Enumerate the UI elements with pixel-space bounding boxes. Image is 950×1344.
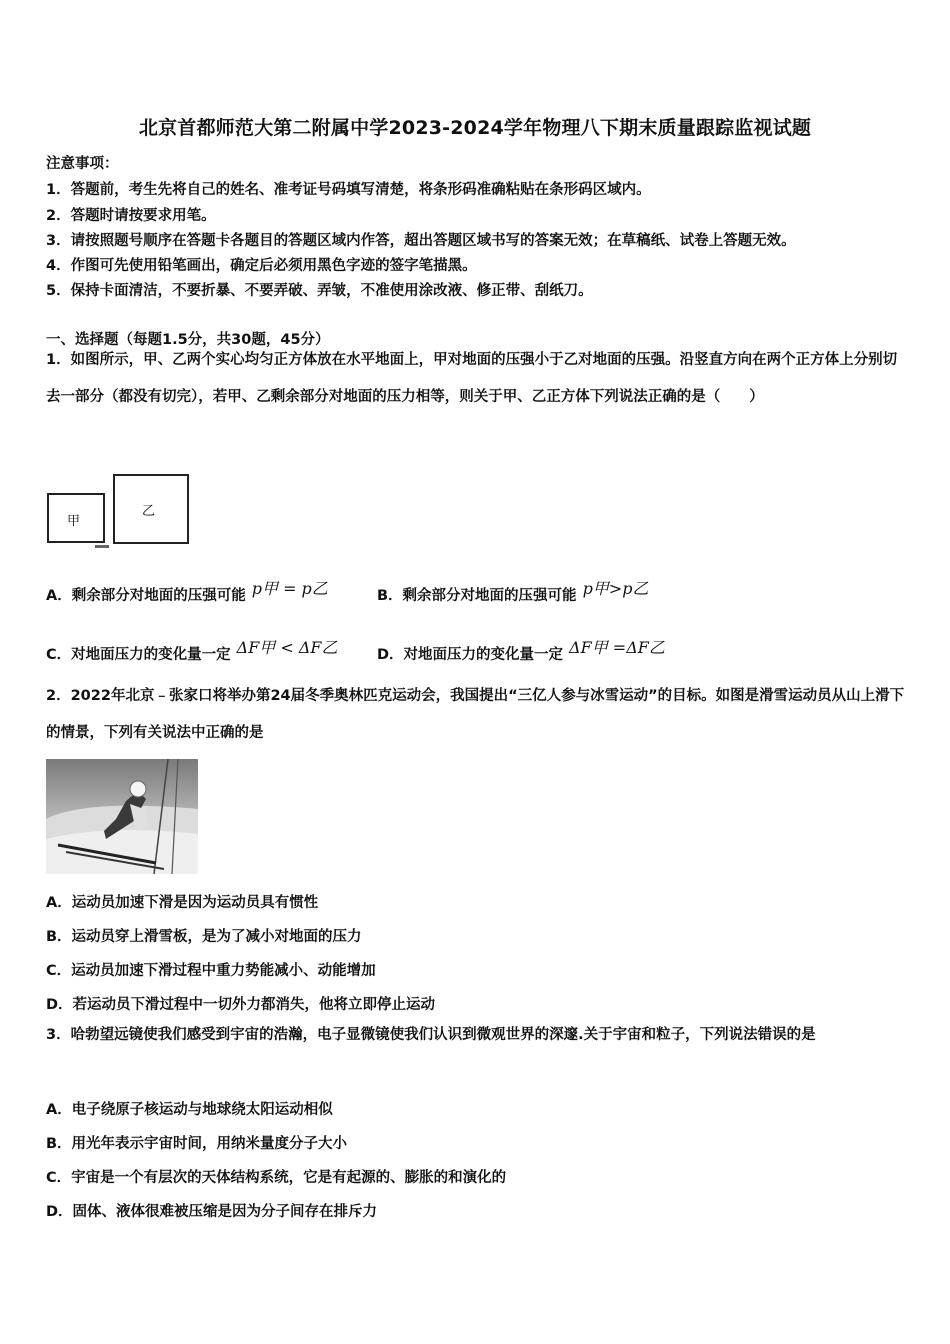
option-c-formula: ΔF甲 < ΔF乙	[236, 638, 338, 657]
option-a-label: A．剩余部分对地面的压强可能	[46, 588, 246, 604]
question-2-option-b: B．运动员穿上滑雪板，是为了减小对地面的压力	[46, 929, 362, 945]
question-3-option-b: B．用光年表示宇宙时间，用纳米量度分子大小	[46, 1136, 348, 1152]
cube-yi-label: 乙	[142, 504, 156, 519]
notice-item: 1．答题前，考生先将自己的姓名、准考证号码填写清楚，将条形码准确粘贴在条形码区域内。	[46, 182, 651, 198]
ground-mark	[95, 545, 109, 548]
question-2-option-c: C．运动员加速下滑过程中重力势能减小、动能增加	[46, 963, 376, 979]
option-b-label: B．剩余部分对地面的压强可能	[377, 588, 577, 604]
question-1-option-b	[377, 579, 649, 605]
section-heading: 一、选择题（每题1.5分，共30题，45分）	[46, 332, 330, 348]
notice-item: 5．保持卡面清洁，不要折暴、不要弄破、弄皱，不准使用涂改液、修正带、刮纸刀。	[46, 283, 593, 299]
question-3-text: 3．哈勃望远镜使我们感受到宇宙的浩瀚，电子显微镜使我们认识到微观世界的深邃.关于宇宙和粒子，下列说法错误的是	[46, 1027, 816, 1043]
option-b-formula: p甲>p乙	[582, 579, 649, 598]
notice-item: 2．答题时请按要求用笔。	[46, 208, 216, 224]
question-2-option-d: D．若运动员下滑过程中一切外力都消失，他将立即停止运动	[46, 997, 436, 1013]
question-3-option-a: A．电子绕原子核运动与地球绕太阳运动相似	[46, 1102, 333, 1118]
option-d-label: D．对地面压力的变化量一定	[377, 647, 564, 663]
cube-jia-label: 甲	[67, 514, 81, 529]
option-c-label: C．对地面压力的变化量一定	[46, 647, 231, 663]
question-3-option-c: C．宇宙是一个有层次的天体结构系统，它是有起源的、膨胀的和演化的	[46, 1170, 507, 1186]
option-a-formula: p甲 = p乙	[251, 579, 328, 598]
question-3-option-d: D．固体、液体很难被压缩是因为分子间存在排斥力	[46, 1204, 378, 1220]
notice-item: 4．作图可先使用铅笔画出，确定后必须用黑色字迹的签字笔描黑。	[46, 258, 477, 274]
question-1-option-c	[46, 638, 338, 664]
option-d-formula: ΔF甲 =ΔF乙	[569, 638, 665, 657]
question-2-text: 2．2022年北京﹣张家口将举办第24届冬季奥林匹克运动会，我国提出“三亿人参与冰雪运动”的目标。如图是滑雪运动员从山上滑下的情景，下列有关说法中正确的是	[46, 688, 905, 741]
notice-heading: 注意事项：	[46, 156, 119, 172]
question-1-option-d	[377, 638, 665, 664]
document-title: 北京首都师范大第二附属中学2023-2024学年物理八下期末质量跟踪监视试题	[138, 117, 812, 139]
skier-illustration	[46, 759, 198, 874]
question-1-option-a	[46, 579, 328, 605]
skier-photo	[46, 759, 198, 874]
cube-jia	[47, 493, 105, 543]
question-2-option-a: A．运动员加速下滑是因为运动员具有惯性	[46, 895, 319, 911]
cube-yi	[113, 474, 189, 544]
notice-item: 3．请按照题号顺序在答题卡各题目的答题区域内作答，超出答题区域书写的答案无效；在草稿纸、试卷上答题无效。	[46, 233, 796, 249]
question-1-text: 1．如图所示，甲、乙两个实心均匀正方体放在水平地面上，甲对地面的压强小于乙对地面的压强。沿竖直方向在两个正方体上分别切去一部分（都没有切完），若甲、乙剩余部分对地面的压力相等，则关于甲、乙正方体下列说法正确的是（ ）	[46, 352, 898, 405]
